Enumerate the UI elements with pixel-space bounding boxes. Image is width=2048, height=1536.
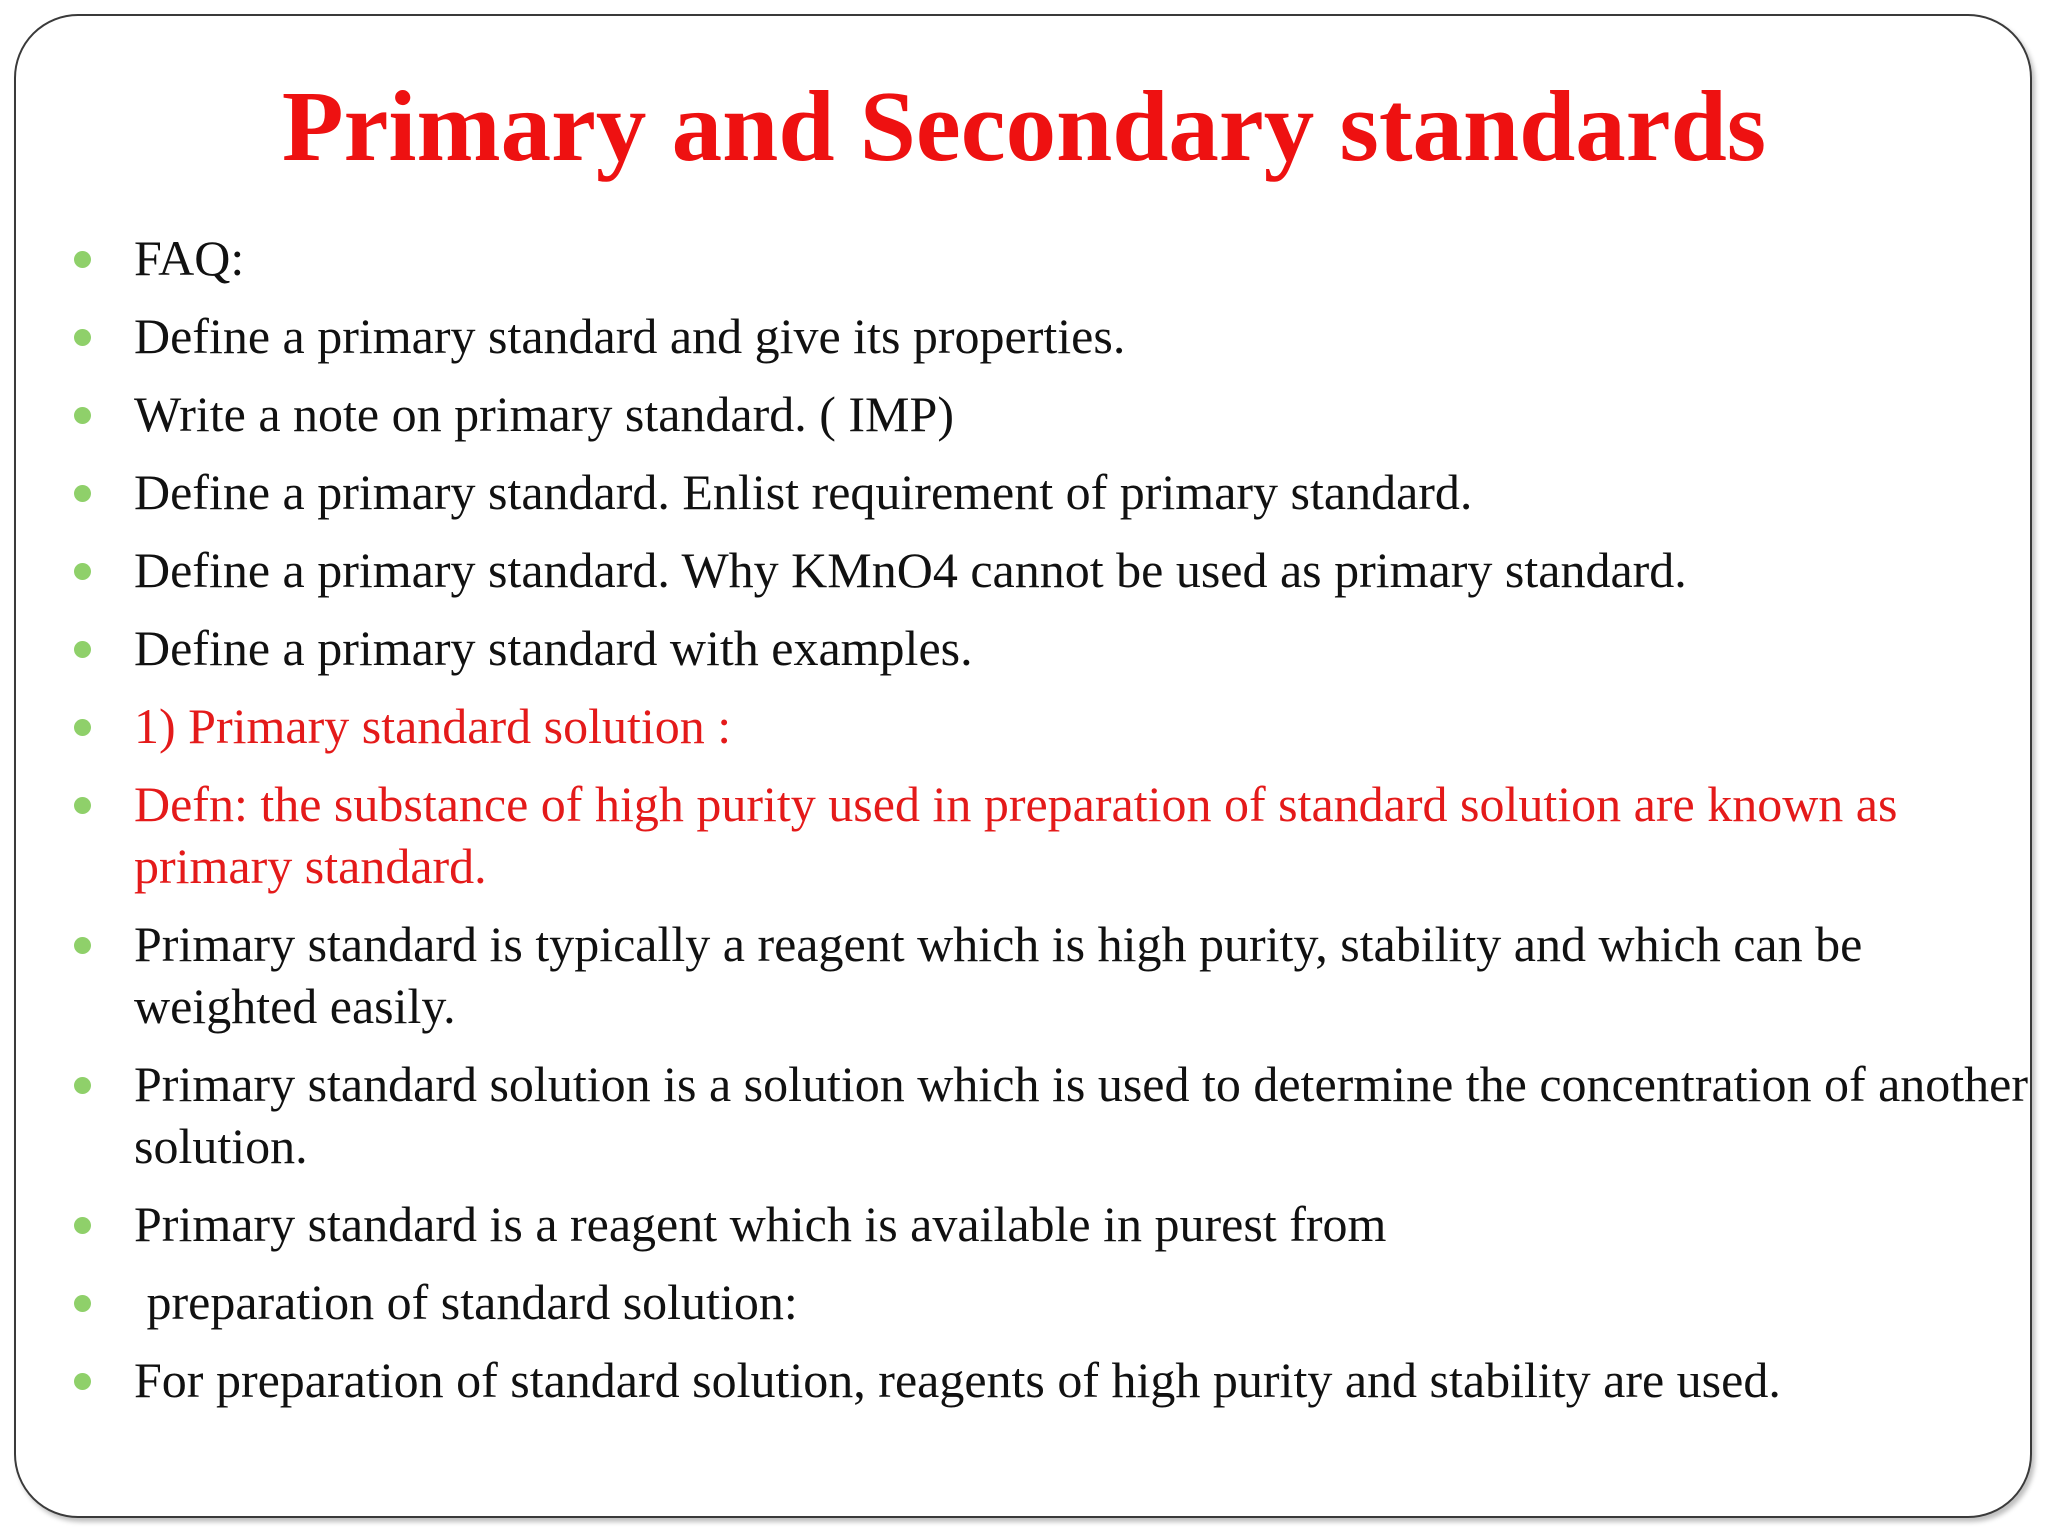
bullet-dot-icon [74, 329, 91, 346]
bullet-list [70, 227, 2030, 1427]
bullet-item-typical-reagent [70, 913, 2030, 1037]
bullet-dot-icon [74, 407, 91, 424]
bullet-text: Write a note on primary standard. ( IMP) [134, 386, 954, 442]
bullet-dot-icon [74, 563, 91, 580]
bullet-dot-icon [74, 797, 91, 814]
bullet-text: Primary standard is typically a reagent which is high purity, stability and which can be weighted easily. [134, 916, 1863, 1034]
bullet-item-purest-form [70, 1193, 2030, 1255]
bullet-text: preparation of standard solution: [134, 1274, 798, 1330]
bullet-item-write-note [70, 383, 2030, 445]
bullet-item-examples [70, 617, 2030, 679]
bullet-text: FAQ: [134, 230, 245, 286]
bullet-text: For preparation of standard solution, reagents of high purity and stability are used. [134, 1352, 1781, 1408]
bullet-dot-icon [74, 719, 91, 736]
bullet-dot-icon [74, 251, 91, 268]
bullet-dot-icon [74, 1373, 91, 1390]
bullet-item-definition [70, 773, 2030, 897]
bullet-text: Define a primary standard. Why KMnO4 cannot be used as primary standard. [134, 542, 1687, 598]
bullet-item-preparation-detail [70, 1349, 2030, 1411]
bullet-item-kmno4 [70, 539, 2030, 601]
bullet-dot-icon [74, 641, 91, 658]
bullet-text: Defn: the substance of high purity used in preparation of standard solution are known as primary standard. [134, 776, 1898, 894]
bullet-item-primary-standard-heading [70, 695, 2030, 757]
bullet-item-solution-determine [70, 1053, 2030, 1177]
bullet-item-preparation-heading [70, 1271, 2030, 1333]
bullet-dot-icon [74, 937, 91, 954]
bullet-text: Primary standard is a reagent which is available in purest from [134, 1196, 1387, 1252]
bullet-item-faq [70, 227, 2030, 289]
bullet-text: Primary standard solution is a solution which is used to determine the concentration of another solution. [134, 1056, 2029, 1174]
bullet-dot-icon [74, 1077, 91, 1094]
bullet-text: Define a primary standard with examples. [134, 620, 973, 676]
bullet-text: Define a primary standard and give its properties. [134, 308, 1126, 364]
bullet-text: 1) Primary standard solution : [134, 698, 732, 754]
bullet-dot-icon [74, 485, 91, 502]
bullet-text: Define a primary standard. Enlist requirement of primary standard. [134, 464, 1473, 520]
bullet-item-enlist-requirement [70, 461, 2030, 523]
bullet-item-define-properties [70, 305, 2030, 367]
slide-title: Primary and Secondary standards [281, 70, 1767, 182]
bullet-dot-icon [74, 1217, 91, 1234]
bullet-dot-icon [74, 1295, 91, 1312]
